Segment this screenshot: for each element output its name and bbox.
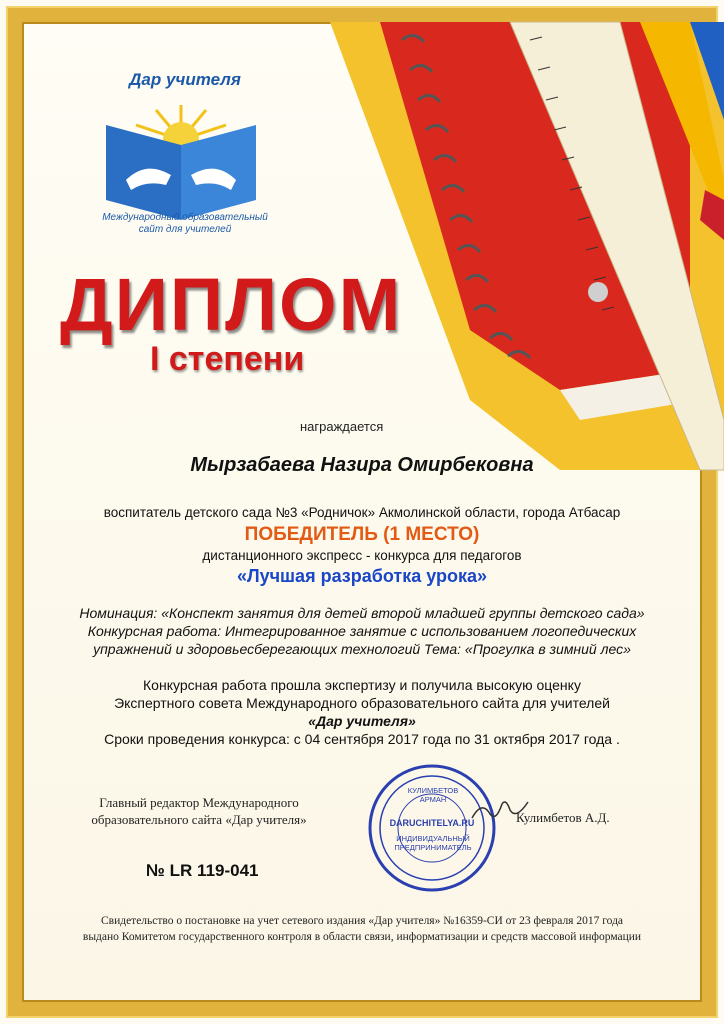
logo-subtitle-line2: сайт для учителей bbox=[138, 224, 232, 235]
stamp-bottom-line1: ИНДИВИДУАЛЬНЫЙ bbox=[396, 834, 470, 843]
chief-editor-caption bbox=[64, 794, 334, 828]
logo-subtitle bbox=[100, 212, 270, 236]
nomination: Номинация: «Конспект занятия для детей второй младшей группы детского сада» bbox=[79, 605, 645, 621]
stamp-bottom-line2: ПРЕДПРИНИМАТЕЛЬ bbox=[394, 843, 472, 852]
footer-line-1: Свидетельство о постановке на учет сетевого издания «Дар учителя» №16359-СИ от 23 февраля 2017 года bbox=[100, 915, 624, 927]
work-line-1: Конкурсная работа: Интегрированное занятие с использованием логопедических bbox=[87, 623, 637, 639]
stamp-top-text bbox=[393, 786, 473, 804]
logo-subtitle-line1: Международный образовательный bbox=[102, 212, 268, 223]
diploma-title: ДИПЛОМ bbox=[60, 263, 403, 346]
certificate-number: № LR 119-041 bbox=[146, 861, 259, 880]
contest-name: «Лучшая разработка урока» bbox=[236, 566, 488, 586]
official-stamp bbox=[366, 762, 498, 894]
logo-title: Дар учителя bbox=[129, 70, 241, 89]
expert-line-1: Конкурсная работа прошла экспертизу и получила высокую оценку bbox=[143, 677, 581, 693]
work-line-2: упражнений и здоровьесберегающих технологий Тема: «Прогулка в зимний лес» bbox=[93, 641, 631, 657]
stamp-top-line1: КУЛИМБЕТОВ bbox=[407, 786, 459, 795]
diploma-degree: I степени bbox=[150, 340, 305, 378]
site-name: «Дар учителя» bbox=[308, 713, 416, 729]
contest-dates: Сроки проведения конкурса: с 04 сентября 2017 года по 31 октября 2017 года . bbox=[104, 731, 620, 747]
editor-line-2: образовательного сайта «Дар учителя» bbox=[91, 812, 307, 827]
expert-block bbox=[40, 676, 684, 748]
expert-line-2: Экспертного совета Международного образовательного сайта для учителей bbox=[114, 695, 610, 711]
editor-line-1: Главный редактор Международного bbox=[99, 795, 299, 810]
nomination-block bbox=[40, 604, 684, 658]
recipient-position: воспитатель детского сада №3 «Родничок» Акмолинской области, города Атбасар bbox=[103, 505, 621, 520]
recipient-name: Мырзабаева Назира Омирбековна bbox=[190, 454, 534, 476]
winner-label: ПОБЕДИТЕЛЬ (1 МЕСТО) bbox=[244, 524, 480, 545]
footer-line-2: выдано Комитетом государственного контроля в области связи, информатизации и средств массовой информации bbox=[82, 931, 642, 943]
stamp-site: DARUCHITELYA.RU bbox=[389, 818, 475, 828]
registration-footer bbox=[40, 913, 684, 945]
signatory-name: Кулимбетов А.Д. bbox=[516, 810, 610, 825]
stamp-top-line2: АРМАН bbox=[419, 795, 447, 804]
stamp-bottom-text bbox=[393, 834, 473, 852]
contest-description: дистанционного экспресс - конкурса для педагогов bbox=[202, 548, 522, 563]
awarded-label: награждается bbox=[300, 419, 384, 434]
ruler-hole bbox=[588, 282, 608, 302]
